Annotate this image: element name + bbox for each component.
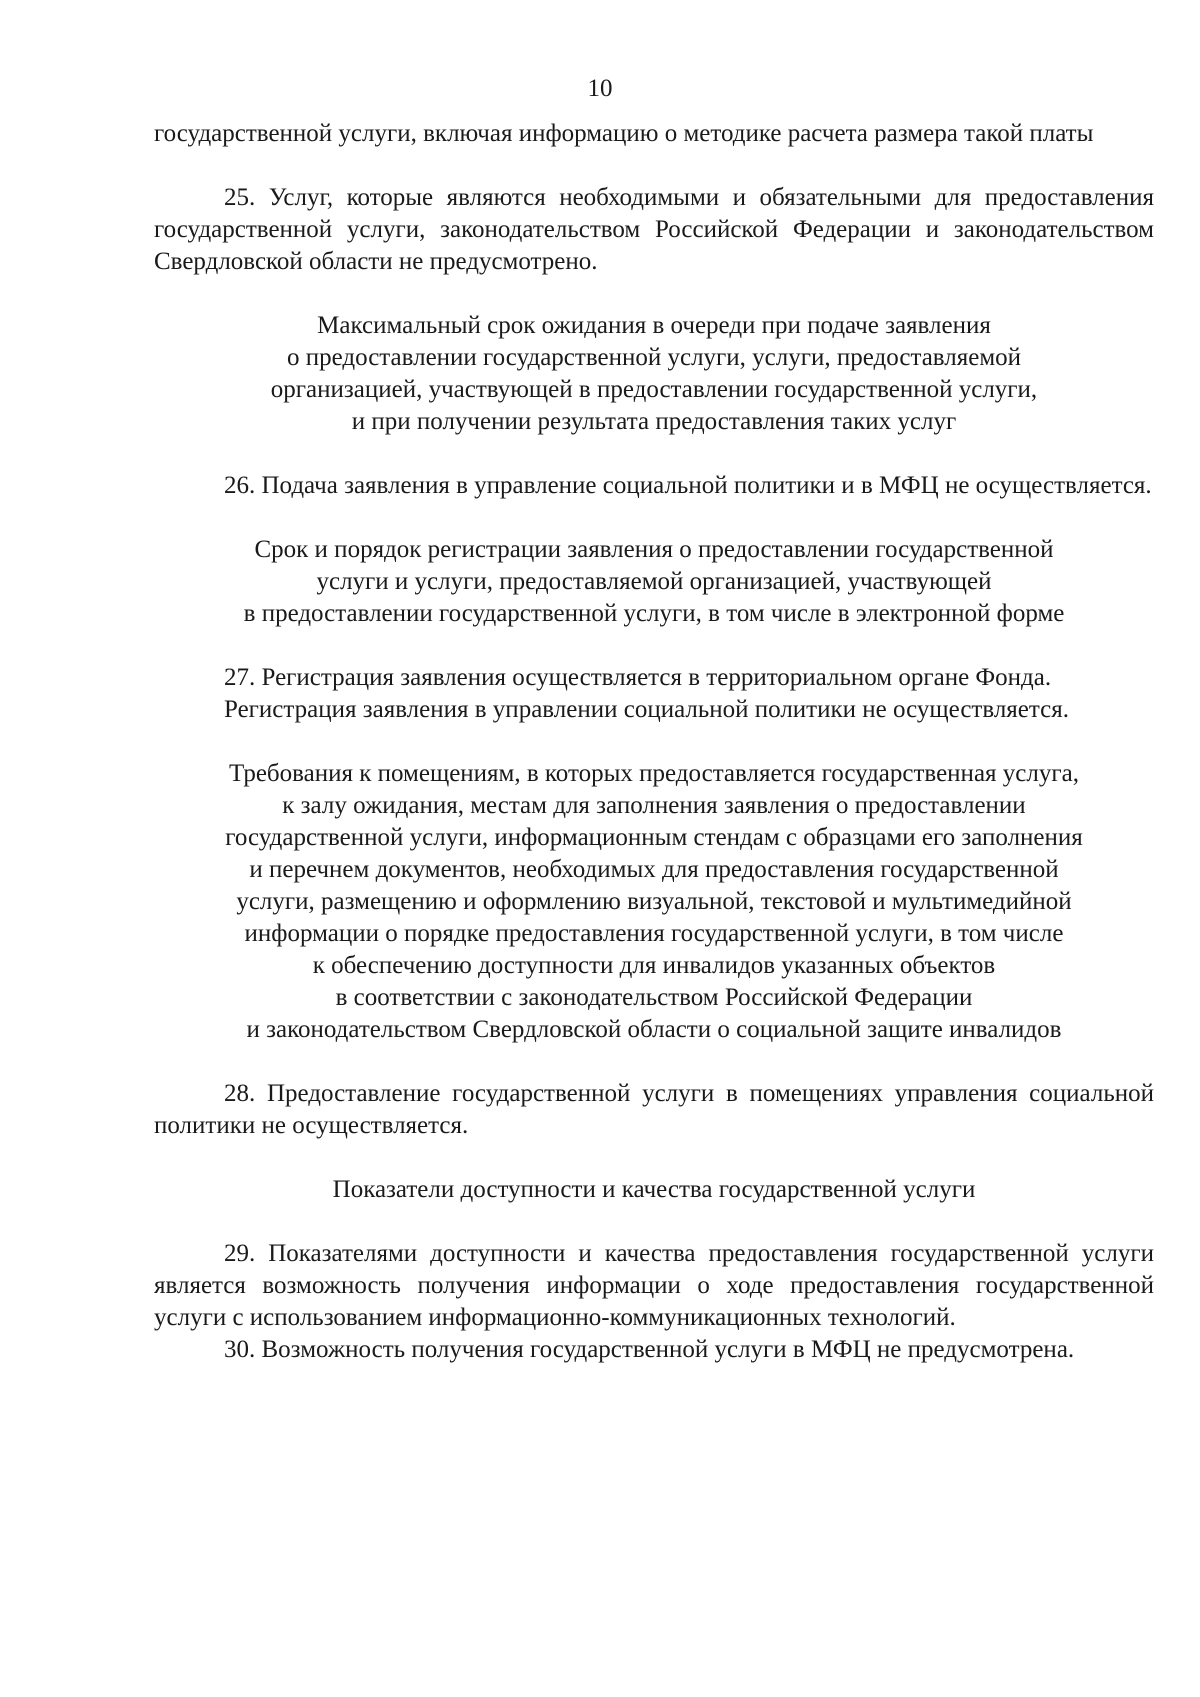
paragraph-30: 30. Возможность получения государственной услуги в МФЦ не предусмотрена. bbox=[224, 1336, 1075, 1363]
heading-premises-requirements bbox=[154, 758, 1154, 1046]
heading-line: государственной услуги, информационным стендам с образцами его заполнения bbox=[225, 824, 1083, 851]
paragraph-29: 29. Показателями доступности и качества предоставления государственной услуги является возможность получения информации о ходе предоставления государственной услуги с использованием информационно-коммуникационных технологий. bbox=[154, 1240, 1154, 1331]
heading-line: Срок и порядок регистрации заявления о предоставлении государственной bbox=[254, 536, 1054, 563]
paragraph-28: 28. Предоставление государственной услуги в помещениях управления социальной политики не осуществляется. bbox=[154, 1080, 1154, 1139]
heading-line: и законодательством Свердловской области о социальной защите инвалидов bbox=[246, 1016, 1062, 1043]
paragraph-intro: государственной услуги, включая информацию о методике расчета размера такой платы bbox=[154, 120, 1094, 147]
paragraph-27-b: Регистрация заявления в управлении социальной политики не осуществляется. bbox=[224, 696, 1069, 723]
heading-waiting-time bbox=[154, 310, 1154, 438]
heading-line: Показатели доступности и качества государственной услуги bbox=[332, 1176, 976, 1203]
heading-line: Требования к помещениям, в которых предоставляется государственная услуга, bbox=[229, 760, 1079, 787]
heading-line: о предоставлении государственной услуги, услуги, предоставляемой bbox=[286, 344, 1022, 371]
heading-line: информации о порядке предоставления государственной услуги, в том числе bbox=[244, 920, 1064, 947]
heading-line: организацией, участвующей в предоставлении государственной услуги, bbox=[270, 376, 1038, 403]
heading-quality-indicators bbox=[154, 1174, 1154, 1206]
heading-line: к обеспечению доступности для инвалидов указанных объектов bbox=[312, 952, 996, 979]
heading-line: и при получении результата предоставления таких услуг bbox=[351, 408, 957, 435]
heading-line: в соответствии с законодательством Российской Федерации bbox=[335, 984, 973, 1011]
heading-registration bbox=[154, 534, 1154, 630]
heading-line: и перечнем документов, необходимых для предоставления государственной bbox=[249, 856, 1059, 883]
document-body bbox=[154, 118, 1154, 1366]
heading-line: в предоставлении государственной услуги, в том числе в электронной форме bbox=[243, 600, 1065, 627]
paragraph-27-a: 27. Регистрация заявления осуществляется в территориальном органе Фонда. bbox=[224, 664, 1052, 691]
paragraph-25: 25. Услуг, которые являются необходимыми и обязательными для предоставления государственной услуги, законодательством Российской Федерации и законодательством Свердловской области не предусмотрено. bbox=[154, 184, 1154, 275]
page-number: 10 bbox=[587, 75, 613, 102]
heading-line: к залу ожидания, местам для заполнения заявления о предоставлении bbox=[282, 792, 1026, 819]
heading-line: услуги и услуги, предоставляемой организацией, участвующей bbox=[316, 568, 992, 595]
heading-line: услуги, размещению и оформлению визуальной, текстовой и мультимедийной bbox=[236, 888, 1072, 915]
heading-line: Максимальный срок ожидания в очереди при подаче заявления bbox=[317, 312, 991, 339]
paragraph-26: 26. Подача заявления в управление социальной политики и в МФЦ не осуществляется. bbox=[224, 472, 1152, 499]
